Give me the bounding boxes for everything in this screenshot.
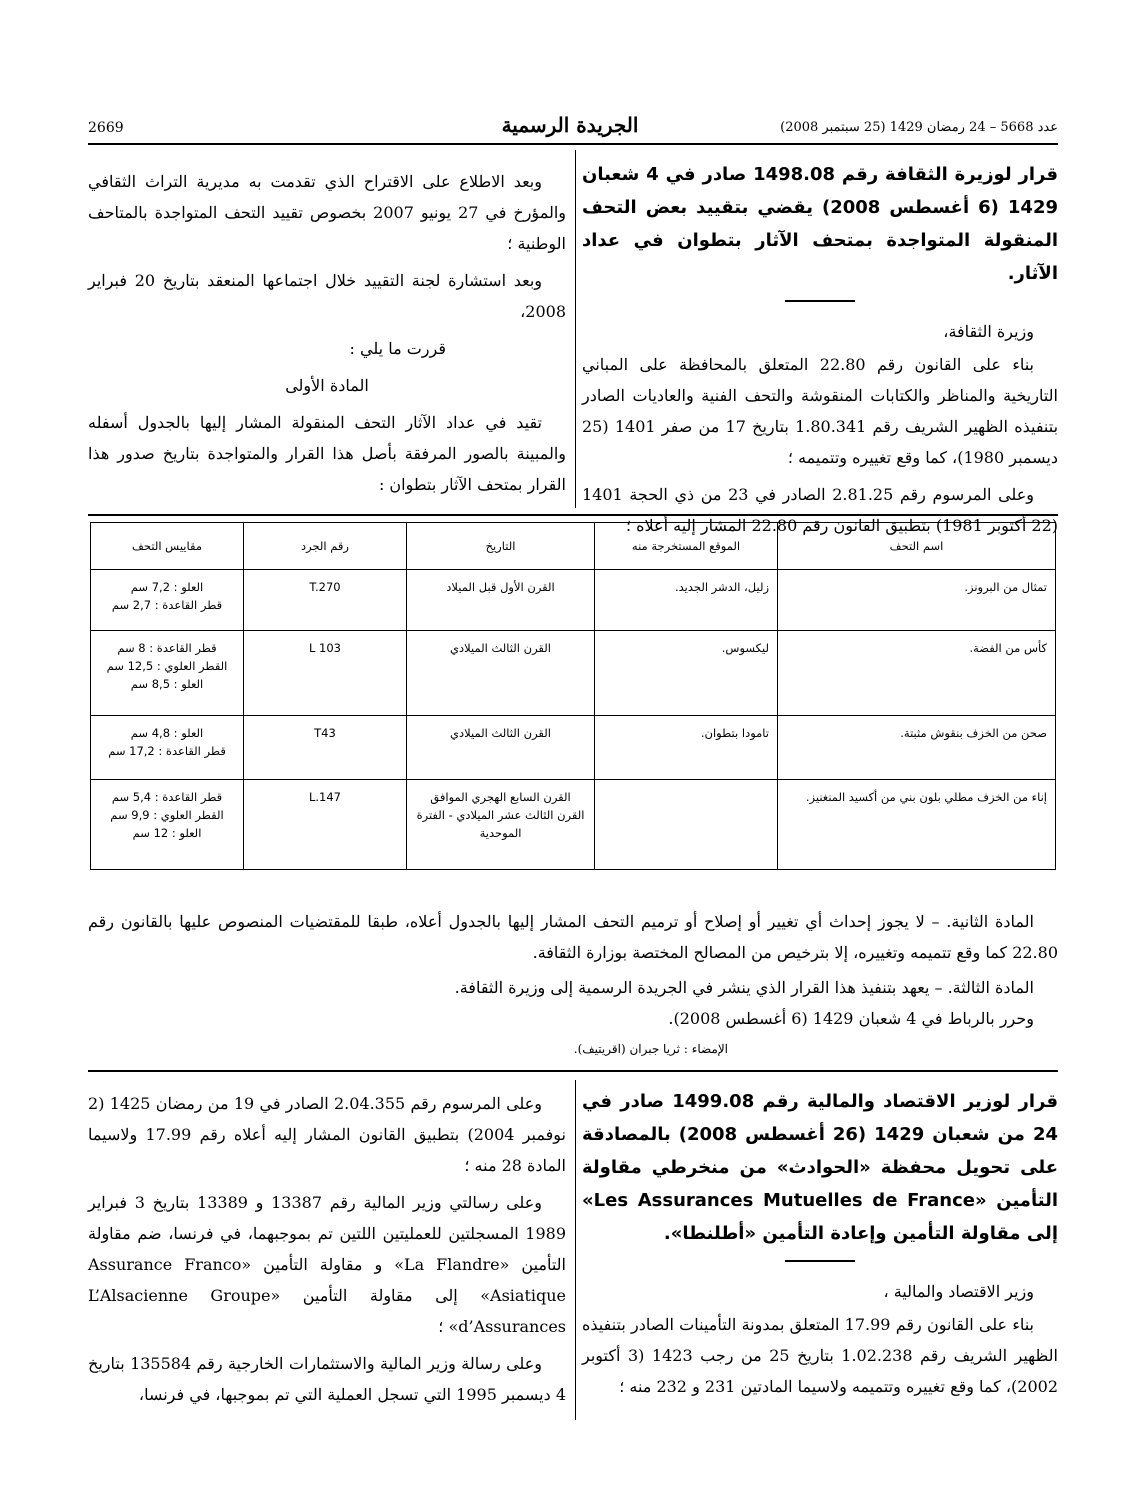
artifact-date: القرن السابع الهجري الموافق القرن الثالث عشر الميلادي - الفترة الموحدية xyxy=(407,780,595,870)
decree1-minister: وزيرة الثقافة، xyxy=(943,321,1034,341)
artifact-inventory: L 103 xyxy=(244,631,407,716)
column-divider-top xyxy=(575,150,576,508)
decree2-title: قرار لوزير الاقتصاد والمالية رقم 1499.08 صادر في 24 من شعبان 1429 (26 أغسطس 2008) بالمصادقة على تحويل محفظة «الحوادث» من منخرطي مقاولة التأمين «Les Assurances Mutuelles de France» إلى مقاولة التأمين وإعادة التأمين «أطلنطا». xyxy=(582,1091,1058,1244)
artifact-dimensions xyxy=(91,716,244,780)
article2-text: المادة الثانية. – لا يجوز إحداث أي تغيير أو إصلاح أو ترميم التحف المشار إليها بالجدول أعلاه، طبقا للمقتضيات المنصوص عليها بالقانون رقم 22.80 كما وقع تتميمه وتغييره، إلا بترخيص من المصالح المختصة بوزارة الثقافة. xyxy=(88,912,1058,962)
header-rule xyxy=(88,143,1058,145)
decree2-right-column xyxy=(582,1085,1058,1408)
page-number: 2669 xyxy=(88,120,124,136)
decree2-paragraph: بناء على القانون رقم 17.99 المتعلق بمدونة التأمينات الصادر بتنفيذه الظهير الشريف رقم 1.02.238 بتاريخ 25 من رجب 1423 (3 أكتوبر 2002)، كما وقع تغييره وتتميمه ولاسيما المادتين 231 و 232 منه ؛ xyxy=(582,1314,1058,1396)
table-header: اسم التحف xyxy=(778,523,1056,570)
dimension-line: العلو : 12 سم xyxy=(132,826,202,840)
dimension-line: قطر القاعدة : 2,7 سم xyxy=(111,598,223,612)
decree1-paragraph: بناء على القانون رقم 22.80 المتعلق بالمحافظة على المباني التاريخية والمناظر والكتابات المنقوشة والتحف الفنية والعاديات الصادر بتنفيذه الظهير الشريف رقم 1.80.341 بتاريخ 17 من صفر 1401 (25 ديسمبر 1980)، كما وقع تغييره وتتميمه ؛ xyxy=(582,354,1059,467)
table-header: التاريخ xyxy=(407,523,595,570)
dimension-line: العلو : 7,2 سم xyxy=(130,580,204,594)
artifact-inventory: T.270 xyxy=(244,570,407,631)
artifact-inventory: L.147 xyxy=(244,780,407,870)
artifact-site: زليل، الدشر الجديد. xyxy=(595,570,778,631)
decree1-left-column xyxy=(88,166,566,506)
artifact-name: صحن من الخزف بنقوش مثبتة. xyxy=(778,716,1056,780)
decree1-paragraph: وبعد الاطلاع على الاقتراح الذي تقدمت به مديرية التراث الثقافي والمؤرخ في 27 يونيو 2007 بخصوص تقييد التحف المتواجدة بالمتاحف الوطنية ؛ xyxy=(88,172,566,253)
article1-text: تقيد في عداد الآثار التحف المنقولة المشار إليها بالجدول أسفله والمبينة بالصور المرفقة بأصل هذا القرار والمتواجدة بتاريخ صدور هذا القرار بمتحف الآثار بتطوان : xyxy=(88,413,566,494)
table-header: الموقع المستخرجة منه xyxy=(595,523,778,570)
decree1-signature: الإمضاء : ثريا جبران (اقريتيف). xyxy=(573,1042,728,1056)
short-divider xyxy=(785,300,855,302)
artifact-name: إناء من الخزف مطلي بلون بني من أكسيد المنغنيز. xyxy=(778,780,1056,870)
artifact-name: كأس من الفضة. xyxy=(778,631,1056,716)
issue-info: عدد 5668 – 24 رمضان 1429 (25 سبتمبر 2008) xyxy=(780,120,1058,135)
artifact-inventory: T43 xyxy=(244,716,407,780)
article1-title: المادة الأولى xyxy=(285,376,369,395)
short-divider xyxy=(785,1260,855,1262)
table-row xyxy=(91,780,1056,870)
column-divider-bottom xyxy=(575,1080,576,1420)
decree1-right-column xyxy=(582,158,1058,547)
decree2-paragraph: وعلى المرسوم رقم 2.04.355 الصادر في 19 من رمضان 1425 (2 نوفمبر 2004) بتطبيق القانون المشار إليه أعلاه رقم 17.99 ولاسيما المادة 28 منه ؛ xyxy=(88,1094,566,1175)
table-top-rule xyxy=(88,514,1058,516)
dimension-line: القطر العلوي : 9,9 سم xyxy=(110,808,224,822)
table-row xyxy=(91,716,1056,780)
table-row xyxy=(91,631,1056,716)
table-header-row xyxy=(91,523,1056,570)
artifact-site xyxy=(595,780,778,870)
decree1-title: قرار لوزيرة الثقافة رقم 1498.08 صادر في 4 شعبان 1429 (6 أغسطس 2008) يقضي بتقييد بعض التحف المنقولة المتواجدة بمتحف الآثار بتطوان في عداد الآثار. xyxy=(582,164,1058,284)
artifact-dimensions xyxy=(91,570,244,631)
table-row xyxy=(91,570,1056,631)
artifact-site: ليكسوس. xyxy=(595,631,778,716)
artifact-date: القرن الثالث الميلادي xyxy=(407,716,595,780)
dimension-line: العلو : 8,5 سم xyxy=(130,677,204,691)
decree2-minister: وزير الاقتصاد والمالية ، xyxy=(883,1281,1034,1301)
artifact-date: القرن الأول قبل الميلاد xyxy=(407,570,595,631)
dimension-line: العلو : 4,8 سم xyxy=(130,726,204,740)
dimension-line: قطر القاعدة : 8 سم xyxy=(117,641,217,655)
newspaper-title: الجريدة الرسمية xyxy=(501,113,639,137)
artifact-site: تامودا بتطوان. xyxy=(595,716,778,780)
table-header: مقاييس التحف xyxy=(91,523,244,570)
decree1-decided: قررت ما يلي : xyxy=(349,339,446,358)
artifacts-table xyxy=(90,522,1056,870)
dimension-line: قطر القاعدة : 5,4 سم xyxy=(111,790,223,804)
decree1-done-at: وحرر بالرباط في 4 شعبان 1429 (6 أغسطس 2008). xyxy=(668,1009,1034,1028)
article3-text: المادة الثالثة. – يعهد بتنفيذ هذا القرار الذي ينشر في الجريدة الرسمية إلى وزيرة الثقافة. xyxy=(454,978,1034,997)
table-header: رقم الجرد xyxy=(244,523,407,570)
decree1-paragraph: وبعد استشارة لجنة التقييد خلال اجتماعها المنعقد بتاريخ 20 فبراير 2008، xyxy=(88,271,566,321)
decree2-paragraph: وعلى رسالة وزير المالية والاستثمارات الخارجية رقم 135584 بتاريخ 4 ديسمبر 1995 التي تسجل العملية التي تم بموجبها، في فرنسا، xyxy=(88,1354,566,1404)
section-rule xyxy=(88,1070,1058,1072)
artifact-name: تمثال من البرونز. xyxy=(778,570,1056,631)
decree2-paragraph: وعلى رسالتي وزير المالية رقم 13387 و 13389 بتاريخ 3 فبراير 1989 المسجلتين للعمليتين اللتين تم بموجبهما، في فرنسا، ضم مقاولة التأمين «La Flandre» و مقاولة التأمين «Assurance Franco Asiatique» إلى مقاولة التأمين «L’Alsacienne Groupe d’Assurances» ؛ xyxy=(88,1193,566,1336)
decree1-paragraph: وعلى المرسوم رقم 2.81.25 الصادر في 23 من ذي الحجة 1401 (22 أكتوبر 1981) بتطبيق القانون رقم 22.80 المشار إليه أعلاه ؛ xyxy=(582,484,1058,535)
decree1-closing xyxy=(88,906,1058,1064)
dimension-line: قطر القاعدة : 17,2 سم xyxy=(108,744,226,758)
decree2-left-column xyxy=(88,1088,566,1416)
artifact-dimensions xyxy=(91,780,244,870)
dimension-line: القطر العلوي : 12,5 سم xyxy=(106,659,228,673)
artifact-date: القرن الثالث الميلادي xyxy=(407,631,595,716)
artifact-dimensions xyxy=(91,631,244,716)
